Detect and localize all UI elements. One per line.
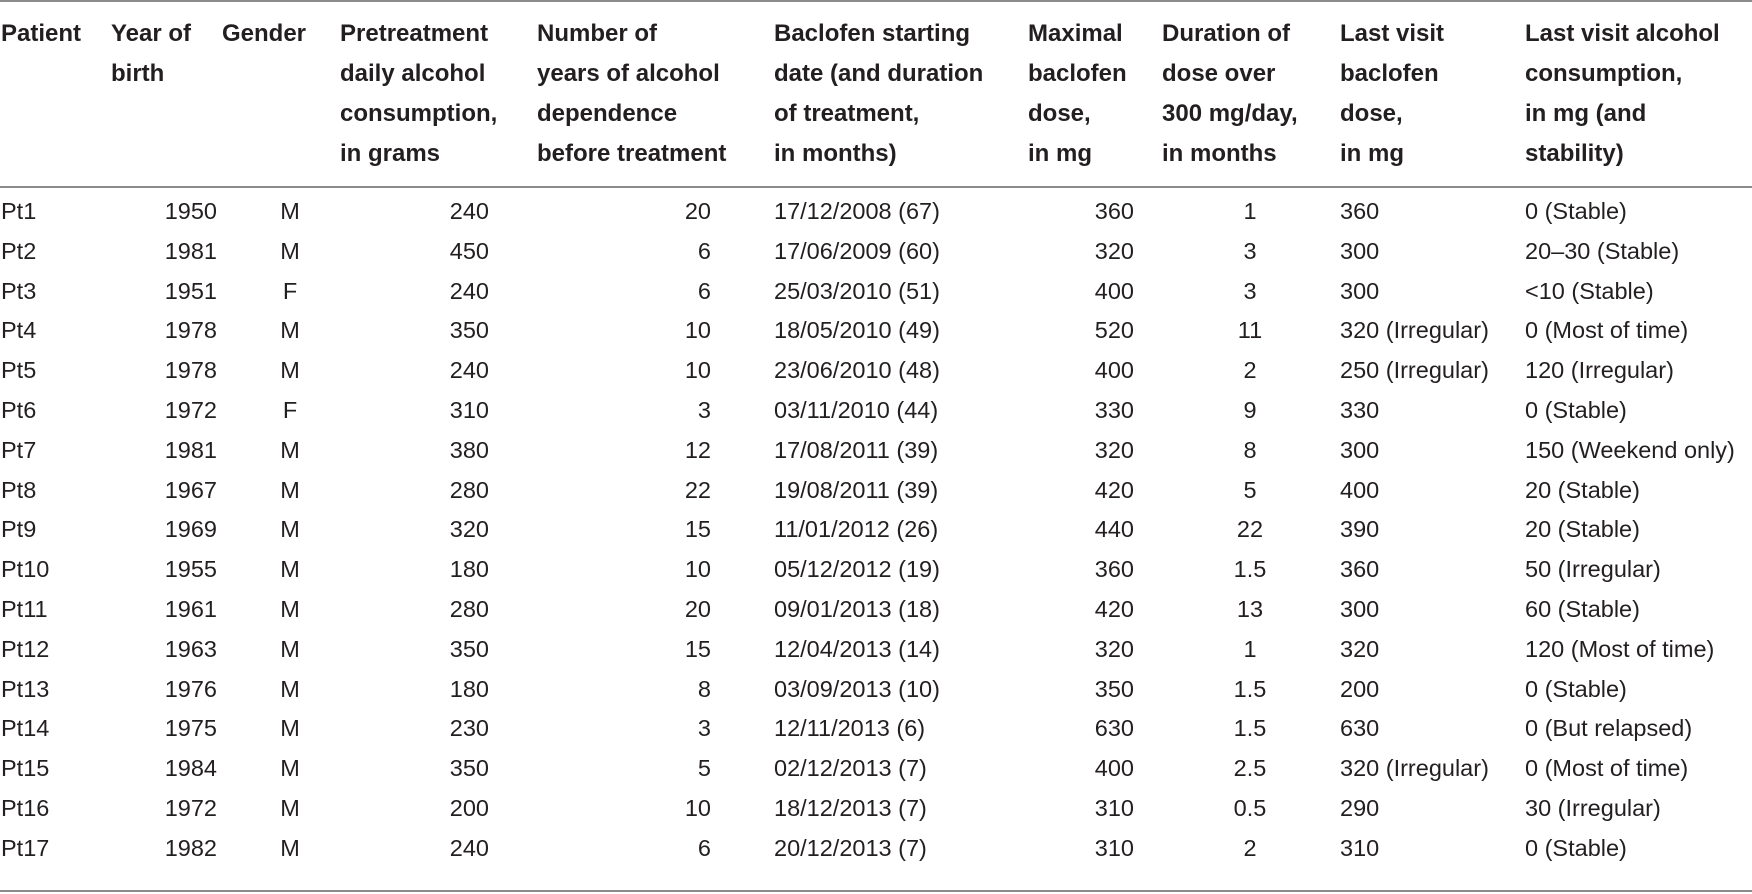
table-cell: Pt8 <box>1 476 37 503</box>
table-cell: 120 (Most of time) <box>1525 635 1715 662</box>
table-cell: M <box>280 595 300 622</box>
column-header <box>0 2 111 174</box>
table-cell: 10 <box>684 556 711 583</box>
table-cell: 1981 <box>164 237 217 264</box>
table-cell: 310 <box>1340 834 1380 861</box>
table-cell: 23/06/2010 (48) <box>774 357 940 384</box>
table-cell: 320 <box>1094 237 1134 264</box>
table-cell: 320 (Irregular) <box>1340 317 1489 344</box>
table-cell: 17/12/2008 (67) <box>774 198 940 224</box>
table-cell: 420 <box>1094 595 1134 622</box>
table-cell: 20–30 (Stable) <box>1525 237 1680 264</box>
table-cell: Pt13 <box>1 675 50 702</box>
column-header-line: stability) <box>1525 140 1624 167</box>
table-cell: 1961 <box>164 595 217 622</box>
column-header <box>537 2 772 174</box>
column-header-line: Gender <box>222 20 307 47</box>
column-header <box>1028 2 1162 174</box>
table-cell: 12/04/2013 (14) <box>774 635 940 662</box>
table-cell: 200 <box>449 794 489 821</box>
table-cell: 15 <box>684 635 711 662</box>
table-row <box>0 670 1752 710</box>
table-cell: 180 <box>449 675 489 702</box>
table-cell: 250 (Irregular) <box>1340 357 1489 384</box>
column-header-line: of treatment, <box>774 100 920 127</box>
table-row <box>0 550 1752 590</box>
table-cell: Pt4 <box>1 317 37 344</box>
table-cell: 630 <box>1094 715 1134 742</box>
table-cell: 180 <box>449 556 489 583</box>
table-cell: 20 (Stable) <box>1525 516 1640 543</box>
table-cell: F <box>282 396 298 423</box>
table-cell: Pt6 <box>1 396 37 423</box>
column-header <box>1162 2 1338 174</box>
table-cell: 9 <box>1243 396 1257 423</box>
table-row <box>0 311 1752 351</box>
data-table <box>0 2 1752 869</box>
table-cell: 0 (Stable) <box>1525 834 1627 861</box>
table-cell: 18/12/2013 (7) <box>774 794 927 821</box>
table-spacer-cell <box>0 174 1752 192</box>
table-cell: 300 <box>1340 277 1380 304</box>
table-cell: 240 <box>449 357 489 384</box>
header-row <box>0 2 1752 174</box>
table-cell: 200 <box>1340 675 1380 702</box>
column-header-line: in months <box>1162 140 1277 167</box>
column-header-line: dependence <box>537 100 678 127</box>
column-header-line: dose over <box>1162 60 1276 87</box>
table-cell: 360 <box>1340 198 1380 224</box>
column-header-line: Number of <box>537 20 657 47</box>
table-cell: 10 <box>684 357 711 384</box>
table-cell: 17/06/2009 (60) <box>774 237 940 264</box>
column-header-line: Baclofen starting <box>774 20 971 47</box>
table-cell: 360 <box>1094 556 1134 583</box>
table-cell: 1955 <box>164 556 217 583</box>
table-cell: 320 <box>449 516 489 543</box>
table-cell: 8 <box>697 675 711 702</box>
table-cell: 1 <box>1243 198 1257 224</box>
table-cell: 1972 <box>164 396 217 423</box>
table-row <box>0 192 1752 232</box>
table-cell: Pt1 <box>1 198 37 224</box>
table-cell: Pt15 <box>1 755 50 782</box>
table-cell: 09/01/2013 (18) <box>774 595 940 622</box>
table-cell: Pt14 <box>1 715 50 742</box>
table-cell: 1972 <box>164 794 217 821</box>
column-header-line: years of alcohol <box>537 60 720 87</box>
table-cell: 310 <box>1094 794 1134 821</box>
column-header-line: 300 mg/day, <box>1162 100 1298 127</box>
table-cell: 10 <box>684 794 711 821</box>
table-cell: 1978 <box>164 317 217 344</box>
column-header-line: Year of <box>111 20 192 47</box>
table-cell: 120 (Irregular) <box>1525 357 1674 384</box>
table-cell: 360 <box>1094 198 1134 224</box>
table-cell: 13 <box>1236 595 1264 622</box>
column-header-line: in months) <box>774 140 897 167</box>
column-header-line: Last visit alcohol <box>1525 20 1720 47</box>
table-cell: M <box>280 317 300 344</box>
table-cell: 1976 <box>164 675 217 702</box>
table-cell: 420 <box>1094 476 1134 503</box>
table-cell: <10 (Stable) <box>1525 277 1654 304</box>
column-header-line: birth <box>111 60 165 87</box>
table-cell: 20 <box>684 198 711 224</box>
table-cell: Pt16 <box>1 794 50 821</box>
table-cell: 0 (Most of time) <box>1525 755 1689 782</box>
table-cell: 03/11/2010 (44) <box>774 396 939 423</box>
table-row <box>0 709 1752 749</box>
table-cell: 450 <box>449 237 489 264</box>
table-row <box>0 272 1752 312</box>
table-body <box>0 174 1752 869</box>
table-cell: 3 <box>697 715 711 742</box>
table-cell: 3 <box>1243 277 1257 304</box>
table-cell: 240 <box>449 277 489 304</box>
table-cell: 25/03/2010 (51) <box>774 277 940 304</box>
table-cell: 350 <box>449 317 489 344</box>
column-header-line: in mg <box>1028 140 1092 167</box>
table-cell: 1984 <box>164 755 217 782</box>
table-cell: 290 <box>1340 794 1380 821</box>
column-header-line: dose, <box>1028 100 1091 127</box>
table-cell: 0 (But relapsed) <box>1525 715 1693 742</box>
table-cell: 2 <box>1243 834 1257 861</box>
table-cell: Pt2 <box>1 237 37 264</box>
column-header-line: Patient <box>1 20 82 47</box>
table-cell: 440 <box>1094 516 1134 543</box>
table-cell: 150 (Weekend only) <box>1525 436 1735 463</box>
table-cell: 320 <box>1340 635 1380 662</box>
table-cell: 05/12/2012 (19) <box>774 556 940 583</box>
table-cell: 240 <box>449 198 489 224</box>
column-header-line: consumption, <box>340 100 498 127</box>
table-cell: 320 <box>1094 635 1134 662</box>
table-cell: Pt5 <box>1 357 37 384</box>
column-header-line: Last visit <box>1340 20 1445 47</box>
table-cell: 22 <box>1236 516 1264 543</box>
column-header <box>1338 2 1525 174</box>
table-spacer-row <box>0 174 1752 192</box>
table-cell: 1981 <box>164 436 217 463</box>
table-cell: 02/12/2013 (7) <box>774 755 927 782</box>
column-header-line: in mg <box>1340 140 1404 167</box>
table-cell: 3 <box>697 396 711 423</box>
table-cell: 22 <box>684 476 711 503</box>
table-cell: 320 <box>1094 436 1134 463</box>
table-cell: 1 <box>1243 635 1257 662</box>
table-cell: M <box>280 357 300 384</box>
table-cell: 30 (Irregular) <box>1525 794 1661 821</box>
column-header <box>111 2 222 174</box>
table-bottom-rule <box>0 890 1752 892</box>
table-cell: 0 (Stable) <box>1525 198 1627 224</box>
table-cell: 15 <box>684 516 711 543</box>
table-cell: 520 <box>1094 317 1134 344</box>
column-header <box>340 2 537 174</box>
table-cell: Pt10 <box>1 556 50 583</box>
table-cell: 1951 <box>164 277 217 304</box>
column-header <box>222 2 340 174</box>
table-cell: 300 <box>1340 595 1380 622</box>
column-header-line: Pretreatment <box>340 20 489 47</box>
column-header-line: before treatment <box>537 140 727 167</box>
column-header-line: Duration of <box>1162 20 1290 47</box>
table-cell: 12/11/2013 (6) <box>774 715 926 742</box>
table-cell: 320 (Irregular) <box>1340 755 1489 782</box>
table-row <box>0 829 1752 869</box>
table-cell: Pt12 <box>1 635 50 662</box>
table-cell: M <box>280 476 300 503</box>
table-cell: 1963 <box>164 635 217 662</box>
table-cell: M <box>280 237 300 264</box>
table-cell: 0 (Most of time) <box>1525 317 1689 344</box>
table-cell: M <box>280 675 300 702</box>
table-cell: Pt11 <box>1 595 48 622</box>
table-row <box>0 351 1752 391</box>
table-row <box>0 471 1752 511</box>
table-cell: 18/05/2010 (49) <box>774 317 940 344</box>
table-cell: 20/12/2013 (7) <box>774 834 927 861</box>
column-header-line: in mg (and <box>1525 100 1647 127</box>
table-cell: 330 <box>1094 396 1134 423</box>
table-cell: M <box>280 556 300 583</box>
table-cell: 60 (Stable) <box>1525 595 1640 622</box>
table-cell: 1969 <box>164 516 217 543</box>
table-cell: 240 <box>449 834 489 861</box>
table-cell: 1975 <box>164 715 217 742</box>
table-cell: M <box>280 198 300 224</box>
table-cell: 2.5 <box>1233 755 1267 782</box>
column-header-line: consumption, <box>1525 60 1683 87</box>
table-row <box>0 590 1752 630</box>
table-cell: 1.5 <box>1233 675 1267 702</box>
table-cell: 400 <box>1094 755 1134 782</box>
column-header-line: baclofen <box>1340 60 1439 87</box>
column-header-line: in grams <box>340 140 441 167</box>
table-cell: Pt7 <box>1 436 37 463</box>
table-cell: 350 <box>449 635 489 662</box>
table-cell: 5 <box>1243 476 1257 503</box>
table-cell: M <box>280 834 300 861</box>
table-cell: M <box>280 635 300 662</box>
table-cell: 19/08/2011 (39) <box>774 476 939 503</box>
table-cell: 310 <box>449 396 489 423</box>
table-cell: 10 <box>684 317 711 344</box>
table-cell: 2 <box>1243 357 1257 384</box>
table-cell: M <box>280 794 300 821</box>
table-cell: 1950 <box>164 198 217 224</box>
table-cell: 8 <box>1243 436 1257 463</box>
table-cell: 400 <box>1094 357 1134 384</box>
table-cell: 03/09/2013 (10) <box>774 675 940 702</box>
table-cell: 50 (Irregular) <box>1525 556 1661 583</box>
table-cell: 360 <box>1340 556 1380 583</box>
table-cell: 300 <box>1340 436 1380 463</box>
table-cell: M <box>280 516 300 543</box>
table-cell: 280 <box>449 476 489 503</box>
table-cell: 0 (Stable) <box>1525 675 1627 702</box>
table-cell: 400 <box>1094 277 1134 304</box>
table-cell: 630 <box>1340 715 1380 742</box>
table-cell: 330 <box>1340 396 1380 423</box>
table-cell: 1.5 <box>1233 715 1267 742</box>
table-row <box>0 232 1752 272</box>
table-cell: 20 (Stable) <box>1525 476 1640 503</box>
table-cell: 5 <box>697 755 711 782</box>
table-row <box>0 789 1752 829</box>
table-cell: 400 <box>1340 476 1380 503</box>
table-cell: Pt9 <box>1 516 37 543</box>
table-cell: 6 <box>697 277 711 304</box>
table-row <box>0 391 1752 431</box>
table-cell: 3 <box>1243 237 1257 264</box>
table-cell: 1982 <box>164 834 217 861</box>
table-cell: M <box>280 755 300 782</box>
table-row <box>0 630 1752 670</box>
table-cell: 390 <box>1340 516 1380 543</box>
table-row <box>0 431 1752 471</box>
table-cell: 6 <box>697 834 711 861</box>
table-cell: Pt17 <box>1 834 50 861</box>
table-cell: 1978 <box>164 357 217 384</box>
column-header <box>1525 2 1752 174</box>
table-cell: 280 <box>449 595 489 622</box>
table-cell: M <box>280 436 300 463</box>
table-row <box>0 510 1752 550</box>
table-cell: 350 <box>449 755 489 782</box>
column-header-line: date (and duration <box>774 60 984 87</box>
table-cell: 350 <box>1094 675 1134 702</box>
table-cell: 11/01/2012 (26) <box>774 516 939 543</box>
column-header <box>772 2 1028 174</box>
table-cell: 17/08/2011 (39) <box>774 436 939 463</box>
column-header-line: Maximal <box>1028 20 1123 47</box>
table-row <box>0 749 1752 789</box>
table-cell: 0 (Stable) <box>1525 396 1627 423</box>
table-cell: 6 <box>697 237 711 264</box>
table-cell: 230 <box>449 715 489 742</box>
column-header-line: baclofen <box>1028 60 1127 87</box>
table-cell: Pt3 <box>1 277 37 304</box>
table-cell: 20 <box>684 595 711 622</box>
table-cell: 12 <box>684 436 711 463</box>
table-cell: 1.5 <box>1233 556 1267 583</box>
table-cell: 300 <box>1340 237 1380 264</box>
table-cell: 1967 <box>164 476 217 503</box>
table-cell: 0.5 <box>1233 794 1267 821</box>
table-cell: F <box>282 277 298 304</box>
column-header-line: dose, <box>1340 100 1403 127</box>
table-cell: 380 <box>449 436 489 463</box>
table-cell: M <box>280 715 300 742</box>
column-header-line: daily alcohol <box>340 60 486 87</box>
table-cell: 11 <box>1237 317 1263 344</box>
table-cell: 310 <box>1094 834 1134 861</box>
